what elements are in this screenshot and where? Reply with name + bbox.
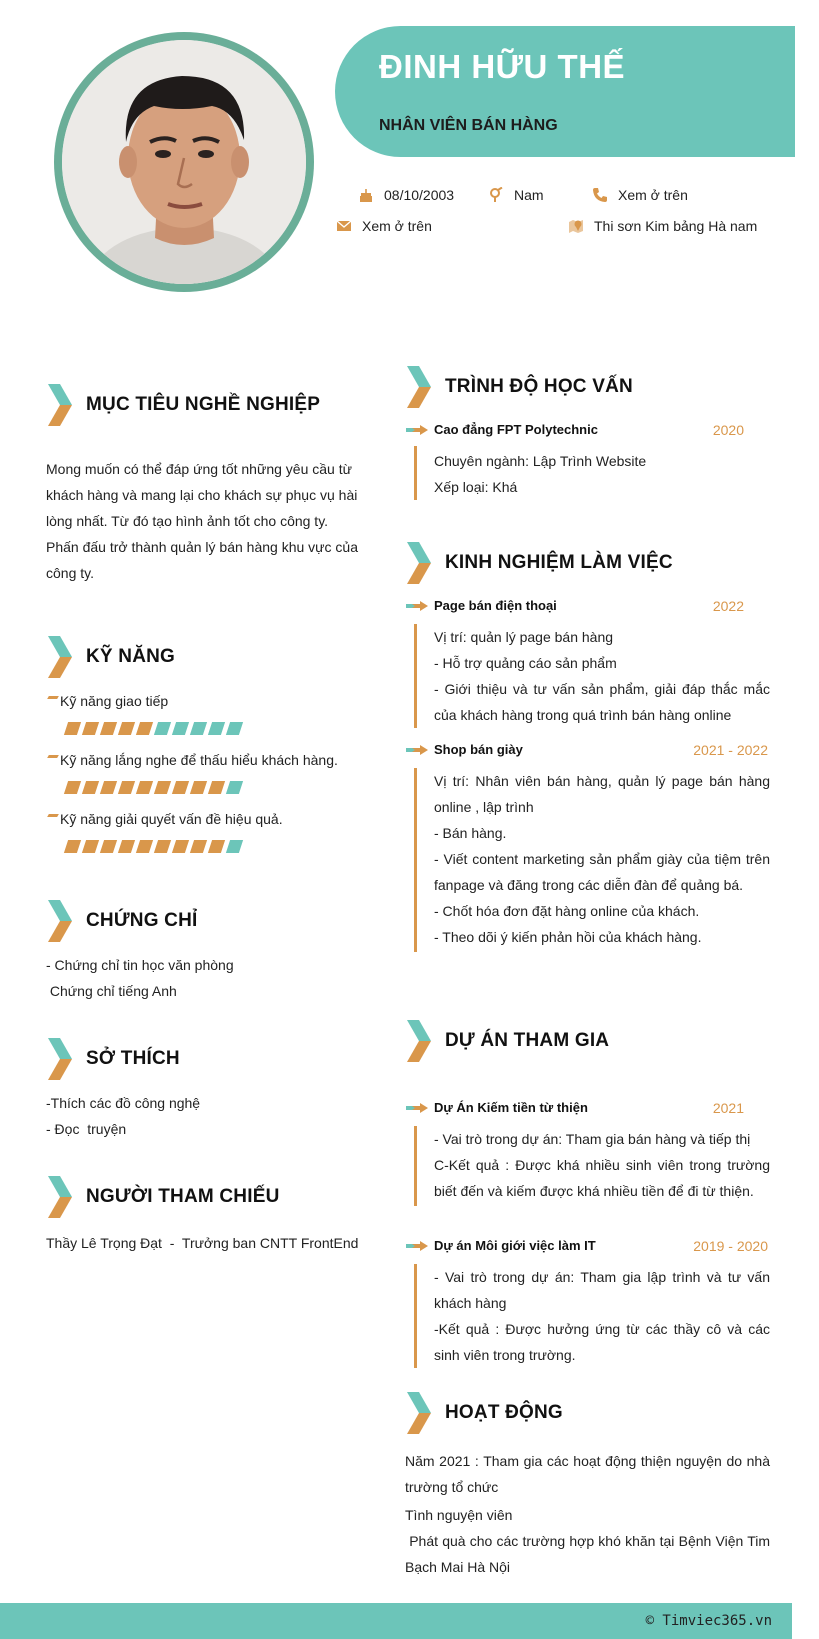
email-icon: [336, 218, 352, 234]
skill-segment: [82, 722, 99, 735]
timeline-line: [414, 1126, 417, 1206]
skill-segment: [136, 722, 153, 735]
skill-segment: [172, 722, 189, 735]
experience-date: 2021 - 2022: [693, 742, 768, 758]
experience-item-head: Shop bán giày: [406, 742, 523, 757]
certificate-line: Chứng chỉ tiếng Anh: [46, 983, 177, 999]
section-certificates-title: CHỨNG CHỈ: [46, 900, 198, 942]
skill-segment: [118, 781, 135, 794]
arrow-icon: [406, 1103, 428, 1113]
chevron-icon: [46, 1176, 74, 1218]
skill-segment: [172, 840, 189, 853]
experience-line: - Bán hàng.: [434, 825, 507, 841]
activity-line: Phát quà cho các trường hợp khó khăn tại Bệnh Viện Tim Bạch Mai Hà Nội: [405, 1533, 774, 1575]
project-line: - Vai trò trong dự án: Tham gia bán hàng và tiếp thị: [434, 1131, 751, 1147]
section-activities-title: HOẠT ĐỘNG: [405, 1392, 563, 1434]
skill-bar: [66, 840, 241, 853]
contact-email: Xem ở trên: [336, 218, 432, 234]
project-item-head: Dự Án Kiếm tiền từ thiện: [406, 1100, 588, 1115]
gender-icon: [488, 187, 504, 203]
experience-line: - Hỗ trợ quảng cáo sản phẩm: [434, 655, 617, 671]
timeline-line: [414, 446, 417, 500]
skill-segment: [154, 722, 171, 735]
map-pin-icon: [568, 218, 584, 234]
timeline-line: [414, 768, 417, 952]
skill-segment: [208, 781, 225, 794]
project-line: C-Kết quả : Được khá nhiều sinh viên trong trường biết đến và kiếm được khá nhiều tiền để đi từ thiện.: [434, 1157, 770, 1199]
skill-segment: [100, 840, 117, 853]
skill-segment: [208, 722, 225, 735]
name-banner: [335, 26, 795, 157]
footer-bar: [0, 1603, 792, 1639]
skill-segment: [136, 781, 153, 794]
skill-segment: [190, 840, 207, 853]
skill-segment: [64, 840, 81, 853]
arrow-icon: [406, 745, 428, 755]
section-objective-title: MỤC TIÊU NGHỀ NGHIỆP: [46, 384, 320, 426]
skill-segment: [226, 840, 243, 853]
skill-segment: [100, 722, 117, 735]
arrow-icon: [406, 425, 428, 435]
avatar-photo: [62, 40, 306, 284]
contact-gender: Nam: [488, 187, 544, 203]
education-date: 2020: [712, 422, 744, 438]
activity-line: Năm 2021 : Tham gia các hoạt động thiện nguyện do nhà trường tổ chức: [405, 1453, 770, 1495]
project-date: 2019 - 2020: [693, 1238, 768, 1254]
chevron-icon: [405, 366, 433, 408]
contact-birthday: 08/10/2003: [358, 187, 454, 203]
footer-copyright: © Timviec365.vn: [645, 1613, 772, 1629]
education-item-head: Cao đẳng FPT Polytechnic: [406, 422, 598, 437]
skill-segment: [154, 840, 171, 853]
hobby-line: -Thích các đồ công nghệ: [46, 1095, 201, 1111]
contact-phone: Xem ở trên: [592, 187, 688, 203]
skill-segment: [190, 722, 207, 735]
skill-bar: [66, 781, 241, 794]
hobby-line: - Đọc truyện: [46, 1121, 127, 1137]
experience-line: - Chốt hóa đơn đặt hàng online của khách.: [434, 903, 700, 919]
skill-label: Kỹ năng lắng nghe để thấu hiểu khách hàng.: [46, 752, 338, 768]
experience-line: - Giới thiệu và tư vấn sản phẩm, giải đáp thắc mắc của khách hàng trong quá trình bán hàng online: [434, 681, 770, 723]
section-hobbies-title: SỞ THÍCH: [46, 1038, 180, 1080]
section-projects-title: DỰ ÁN THAM GIA: [405, 1020, 609, 1062]
avatar: [62, 40, 306, 284]
objective-text: Mong muốn có thể đáp ứng tốt những yêu cầu từ khách hàng và mang lại cho khách sự phục vụ hài lòng nhất. Từ đó tạo hình ảnh tốt cho công ty. Phấn đấu trở thành quản lý bán hàng khu vực của công ty.: [46, 461, 358, 581]
birthday-cake-icon: [358, 187, 374, 203]
skill-segment: [118, 722, 135, 735]
timeline-line: [414, 1264, 417, 1368]
section-experience-title: KINH NGHIỆM LÀM VIỆC: [405, 542, 673, 584]
skill-segment: [226, 781, 243, 794]
chevron-icon: [46, 636, 74, 678]
candidate-position: NHÂN VIÊN BÁN HÀNG: [379, 117, 558, 134]
experience-item-head: Page bán điện thoại: [406, 598, 557, 613]
arrow-icon: [406, 601, 428, 611]
chevron-icon: [46, 384, 74, 426]
experience-line: Vị trí: Nhân viên bán hàng, quản lý page bán hàng online , lập trình: [434, 773, 770, 815]
skill-segment: [172, 781, 189, 794]
arrow-icon: [406, 1241, 428, 1251]
experience-date: 2022: [712, 598, 744, 614]
experience-line: - Theo dõi ý kiến phản hồi của khách hàng.: [434, 929, 702, 945]
contact-address: Thi sơn Kim bảng Hà nam: [568, 218, 757, 234]
chevron-icon: [405, 1020, 433, 1062]
education-major: Chuyên ngành: Lập Trình Website: [434, 453, 647, 469]
phone-icon: [592, 187, 608, 203]
experience-line: - Viết content marketing sản phẩm giày của tiệm trên fanpage và đăng trong các diễn đàn để quảng bá.: [434, 851, 770, 893]
project-date: 2021: [712, 1100, 744, 1116]
candidate-name: ĐINH HỮU THẾ: [379, 48, 626, 85]
chevron-icon: [46, 900, 74, 942]
skill-segment: [190, 781, 207, 794]
timeline-line: [414, 624, 417, 728]
certificate-line: - Chứng chỉ tin học văn phòng: [46, 957, 234, 973]
chevron-icon: [405, 542, 433, 584]
skill-label: Kỹ năng giải quyết vấn đề hiệu quả.: [46, 811, 283, 827]
education-rank: Xếp loại: Khá: [434, 479, 518, 495]
project-line: - Vai trò trong dự án: Tham gia lập trình và tư vấn khách hàng: [434, 1269, 770, 1311]
skill-segment: [64, 722, 81, 735]
section-skills-title: KỸ NĂNG: [46, 636, 175, 678]
avatar-frame: [54, 32, 314, 292]
section-references-title: NGƯỜI THAM CHIẾU: [46, 1176, 280, 1218]
skill-segment: [82, 781, 99, 794]
skill-segment: [208, 840, 225, 853]
skill-segment: [82, 840, 99, 853]
chevron-icon: [405, 1392, 433, 1434]
skill-segment: [226, 722, 243, 735]
skill-segment: [154, 781, 171, 794]
activity-line: Tình nguyện viên: [405, 1507, 513, 1523]
project-line: -Kết quả : Được hưởng ứng từ các thầy cô và các sinh viên trong trường.: [434, 1321, 770, 1363]
project-item-head: Dự án Môi giới việc làm IT: [406, 1238, 596, 1253]
skill-segment: [100, 781, 117, 794]
reference-text: Thầy Lê Trọng Đạt - Trưởng ban CNTT FrontEnd: [46, 1235, 359, 1251]
section-education-title: TRÌNH ĐỘ HỌC VẤN: [405, 366, 633, 408]
skill-bar: [66, 722, 241, 735]
skill-label: Kỹ năng giao tiếp: [46, 693, 168, 709]
skill-segment: [118, 840, 135, 853]
skill-segment: [136, 840, 153, 853]
chevron-icon: [46, 1038, 74, 1080]
skill-segment: [64, 781, 81, 794]
experience-line: Vị trí: quản lý page bán hàng: [434, 629, 614, 645]
